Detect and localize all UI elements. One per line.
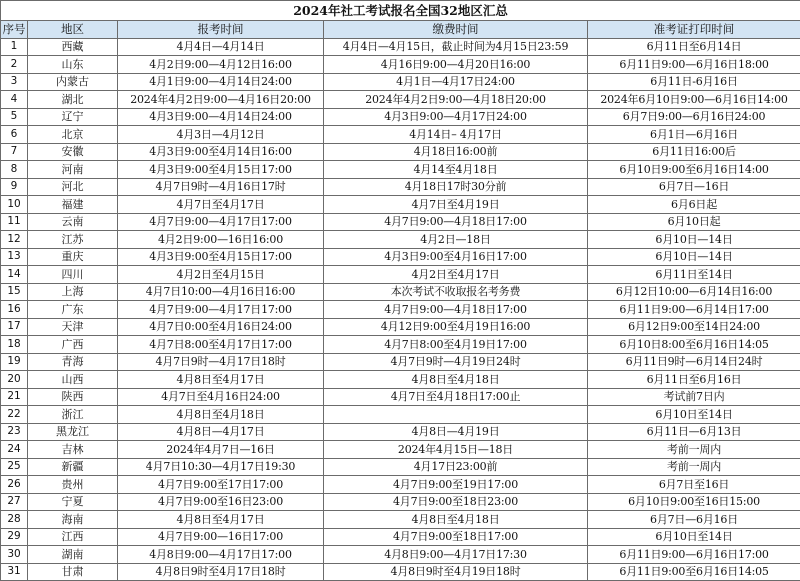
cell-region: 四川 bbox=[28, 266, 118, 284]
cell-region: 内蒙古 bbox=[28, 73, 118, 91]
cell-admission-print-time: 6月10日起 bbox=[588, 213, 800, 231]
table-row bbox=[1, 161, 800, 179]
cell-index: 3 bbox=[1, 73, 28, 91]
table-row bbox=[1, 73, 800, 91]
cell-admission-print-time: 6月10日—14日 bbox=[588, 248, 800, 266]
cell-admission-print-time: 6月7日—6月16日 bbox=[588, 511, 800, 529]
cell-admission-print-time: 6月11日—6月13日 bbox=[588, 423, 800, 441]
cell-payment-time: 4月7日9:00至19日17:00 bbox=[324, 476, 588, 494]
cell-index: 4 bbox=[1, 91, 28, 109]
table-row bbox=[1, 528, 800, 546]
cell-payment-time: 4月14日– 4月17日 bbox=[324, 126, 588, 144]
cell-admission-print-time: 6月11日9:00至6月16日14:05 bbox=[588, 563, 800, 581]
cell-register-time: 4月7日9:00—4月17日17:00 bbox=[118, 213, 324, 231]
table-row bbox=[1, 266, 800, 284]
cell-admission-print-time: 6月11日至6月14日 bbox=[588, 38, 800, 56]
cell-payment-time: 4月7日9:00—4月18日17:00 bbox=[324, 213, 588, 231]
cell-index: 28 bbox=[1, 511, 28, 529]
cell-payment-time: 4月7日9:00至18日17:00 bbox=[324, 528, 588, 546]
cell-register-time: 4月4日—4月14日 bbox=[118, 38, 324, 56]
cell-payment-time: 4月16日9:00—4月20日16:00 bbox=[324, 56, 588, 74]
cell-payment-time: 4月8日至4月18日 bbox=[324, 371, 588, 389]
cell-payment-time: 4月7日9时—4月19日24时 bbox=[324, 353, 588, 371]
cell-payment-time: 4月18日17时30分前 bbox=[324, 178, 588, 196]
cell-admission-print-time: 6月10日至14日 bbox=[588, 406, 800, 424]
cell-register-time: 4月8日至4月18日 bbox=[118, 406, 324, 424]
cell-index: 7 bbox=[1, 143, 28, 161]
cell-index: 25 bbox=[1, 458, 28, 476]
cell-region: 湖北 bbox=[28, 91, 118, 109]
cell-register-time: 4月7日9:00—16日17:00 bbox=[118, 528, 324, 546]
cell-index: 31 bbox=[1, 563, 28, 581]
cell-admission-print-time: 考前一周内 bbox=[588, 441, 800, 459]
table-row bbox=[1, 213, 800, 231]
table-row bbox=[1, 91, 800, 109]
table-row bbox=[1, 423, 800, 441]
cell-index: 19 bbox=[1, 353, 28, 371]
cell-region: 重庆 bbox=[28, 248, 118, 266]
cell-admission-print-time: 6月10日9:00至6月16日14:00 bbox=[588, 161, 800, 179]
cell-index: 10 bbox=[1, 196, 28, 214]
cell-admission-print-time: 6月10日—14日 bbox=[588, 231, 800, 249]
cell-register-time: 4月3日9:00至4月14日16:00 bbox=[118, 143, 324, 161]
cell-index: 17 bbox=[1, 318, 28, 336]
header-admission-print-time: 准考证打印时间 bbox=[588, 21, 800, 39]
table-row bbox=[1, 371, 800, 389]
cell-admission-print-time: 6月11日9:00—6月16日17:00 bbox=[588, 546, 800, 564]
cell-payment-time: 4月8日—4月19日 bbox=[324, 423, 588, 441]
table-row bbox=[1, 178, 800, 196]
cell-register-time: 2024年4月7日—16日 bbox=[118, 441, 324, 459]
table-row bbox=[1, 476, 800, 494]
header-row bbox=[1, 21, 800, 39]
cell-admission-print-time: 6月11日9:00—6月16日18:00 bbox=[588, 56, 800, 74]
cell-region: 西藏 bbox=[28, 38, 118, 56]
cell-region: 安徽 bbox=[28, 143, 118, 161]
cell-register-time: 4月7日10:30—4月17日19:30 bbox=[118, 458, 324, 476]
cell-admission-print-time: 考试前7日内 bbox=[588, 388, 800, 406]
cell-register-time: 4月8日9:00—4月17日17:00 bbox=[118, 546, 324, 564]
table-row bbox=[1, 196, 800, 214]
cell-index: 9 bbox=[1, 178, 28, 196]
cell-register-time: 4月7日9时—4月16日17时 bbox=[118, 178, 324, 196]
table-row bbox=[1, 38, 800, 56]
cell-admission-print-time: 6月11日至6月16日 bbox=[588, 371, 800, 389]
cell-payment-time: 4月3日9:00—4月17日24:00 bbox=[324, 108, 588, 126]
cell-index: 29 bbox=[1, 528, 28, 546]
cell-register-time: 4月3日9:00—4月14日24:00 bbox=[118, 108, 324, 126]
cell-payment-time: 4月8日9时至4月19日18时 bbox=[324, 563, 588, 581]
header-index: 序号 bbox=[1, 21, 28, 39]
table-row bbox=[1, 563, 800, 581]
cell-register-time: 4月2日9:00—4月12日16:00 bbox=[118, 56, 324, 74]
cell-index: 1 bbox=[1, 38, 28, 56]
table-row bbox=[1, 336, 800, 354]
cell-payment-time: 4月2日至4月17日 bbox=[324, 266, 588, 284]
cell-index: 27 bbox=[1, 493, 28, 511]
cell-index: 14 bbox=[1, 266, 28, 284]
cell-index: 21 bbox=[1, 388, 28, 406]
table-row bbox=[1, 143, 800, 161]
cell-index: 26 bbox=[1, 476, 28, 494]
cell-region: 天津 bbox=[28, 318, 118, 336]
header-payment-time: 缴费时间 bbox=[324, 21, 588, 39]
cell-index: 16 bbox=[1, 301, 28, 319]
cell-register-time: 4月7日至4月17日 bbox=[118, 196, 324, 214]
cell-index: 6 bbox=[1, 126, 28, 144]
table-row bbox=[1, 283, 800, 301]
table-row bbox=[1, 546, 800, 564]
cell-region: 河南 bbox=[28, 161, 118, 179]
cell-region: 广东 bbox=[28, 301, 118, 319]
cell-region: 新疆 bbox=[28, 458, 118, 476]
cell-register-time: 4月3日9:00至4月15日17:00 bbox=[118, 248, 324, 266]
cell-admission-print-time: 2024年6月10日9:00—6月16日14:00 bbox=[588, 91, 800, 109]
header-region: 地区 bbox=[28, 21, 118, 39]
cell-admission-print-time: 6月11日9:00—6月14日17:00 bbox=[588, 301, 800, 319]
cell-admission-print-time: 6月7日至16日 bbox=[588, 476, 800, 494]
table-row bbox=[1, 511, 800, 529]
cell-payment-time: 4月2日—18日 bbox=[324, 231, 588, 249]
cell-index: 11 bbox=[1, 213, 28, 231]
cell-payment-time: 4月4日—4月15日，截止时间为4月15日23:59 bbox=[324, 38, 588, 56]
cell-index: 15 bbox=[1, 283, 28, 301]
cell-register-time: 4月7日9:00至17日17:00 bbox=[118, 476, 324, 494]
cell-admission-print-time: 6月12日9:00至14日24:00 bbox=[588, 318, 800, 336]
cell-admission-print-time: 6月11日至14日 bbox=[588, 266, 800, 284]
cell-index: 8 bbox=[1, 161, 28, 179]
cell-payment-time: 4月14至4月18日 bbox=[324, 161, 588, 179]
cell-register-time: 4月7日9:00—4月17日17:00 bbox=[118, 301, 324, 319]
cell-register-time: 4月3日—4月12日 bbox=[118, 126, 324, 144]
table-row bbox=[1, 493, 800, 511]
cell-register-time: 4月7日0:00至4月16日24:00 bbox=[118, 318, 324, 336]
cell-region: 山西 bbox=[28, 371, 118, 389]
cell-region: 江苏 bbox=[28, 231, 118, 249]
cell-register-time: 4月8日至4月17日 bbox=[118, 511, 324, 529]
cell-register-time: 4月7日至4月16日24:00 bbox=[118, 388, 324, 406]
cell-index: 30 bbox=[1, 546, 28, 564]
cell-region: 宁夏 bbox=[28, 493, 118, 511]
table-row bbox=[1, 231, 800, 249]
table-row bbox=[1, 126, 800, 144]
cell-register-time: 4月7日8:00至4月17日17:00 bbox=[118, 336, 324, 354]
cell-register-time: 4月8日9时至4月17日18时 bbox=[118, 563, 324, 581]
cell-register-time: 4月7日9:00至16日23:00 bbox=[118, 493, 324, 511]
cell-index: 13 bbox=[1, 248, 28, 266]
cell-register-time: 2024年4月2日9:00—4月16日20:00 bbox=[118, 91, 324, 109]
cell-region: 北京 bbox=[28, 126, 118, 144]
cell-register-time: 4月8日至4月17日 bbox=[118, 371, 324, 389]
cell-payment-time bbox=[324, 406, 588, 424]
cell-register-time: 4月1日9:00—4月14日24:00 bbox=[118, 73, 324, 91]
table-row bbox=[1, 441, 800, 459]
cell-index: 2 bbox=[1, 56, 28, 74]
cell-region: 甘肃 bbox=[28, 563, 118, 581]
cell-register-time: 4月2日至4月15日 bbox=[118, 266, 324, 284]
table-row bbox=[1, 353, 800, 371]
cell-register-time: 4月3日9:00至4月15日17:00 bbox=[118, 161, 324, 179]
cell-payment-time: 4月7日8:00至4月19日17:00 bbox=[324, 336, 588, 354]
cell-admission-print-time: 6月10日8:00至6月16日14:05 bbox=[588, 336, 800, 354]
cell-payment-time: 4月7日9:00—4月18日17:00 bbox=[324, 301, 588, 319]
cell-payment-time: 4月7日至4月19日 bbox=[324, 196, 588, 214]
cell-payment-time: 4月8日9:00—4月17日17:30 bbox=[324, 546, 588, 564]
cell-index: 18 bbox=[1, 336, 28, 354]
cell-region: 吉林 bbox=[28, 441, 118, 459]
cell-payment-time: 本次考试不收取报名考务费 bbox=[324, 283, 588, 301]
title-row bbox=[1, 1, 800, 21]
cell-index: 24 bbox=[1, 441, 28, 459]
cell-payment-time: 4月17日23:00前 bbox=[324, 458, 588, 476]
cell-index: 22 bbox=[1, 406, 28, 424]
cell-region: 浙江 bbox=[28, 406, 118, 424]
table-body bbox=[1, 38, 800, 581]
cell-region: 黑龙江 bbox=[28, 423, 118, 441]
cell-admission-print-time: 6月7日—16日 bbox=[588, 178, 800, 196]
cell-region: 福建 bbox=[28, 196, 118, 214]
cell-admission-print-time: 考前一周内 bbox=[588, 458, 800, 476]
cell-index: 12 bbox=[1, 231, 28, 249]
header-register-time: 报考时间 bbox=[118, 21, 324, 39]
cell-region: 河北 bbox=[28, 178, 118, 196]
cell-register-time: 4月7日10:00—4月16日16:00 bbox=[118, 283, 324, 301]
cell-region: 山东 bbox=[28, 56, 118, 74]
table-row bbox=[1, 406, 800, 424]
cell-region: 广西 bbox=[28, 336, 118, 354]
cell-payment-time: 4月7日9:00至18日23:00 bbox=[324, 493, 588, 511]
cell-region: 云南 bbox=[28, 213, 118, 231]
cell-index: 20 bbox=[1, 371, 28, 389]
cell-register-time: 4月7日9时—4月17日18时 bbox=[118, 353, 324, 371]
table-row bbox=[1, 301, 800, 319]
cell-payment-time: 4月18日16:00前 bbox=[324, 143, 588, 161]
cell-payment-time: 2024年4月15日—18日 bbox=[324, 441, 588, 459]
cell-register-time: 4月8日—4月17日 bbox=[118, 423, 324, 441]
cell-region: 湖南 bbox=[28, 546, 118, 564]
cell-region: 江西 bbox=[28, 528, 118, 546]
table-row bbox=[1, 56, 800, 74]
cell-region: 辽宁 bbox=[28, 108, 118, 126]
cell-admission-print-time: 6月6日起 bbox=[588, 196, 800, 214]
cell-admission-print-time: 6月11日9时—6月14日24时 bbox=[588, 353, 800, 371]
cell-payment-time: 2024年4月2日9:00—4月18日20:00 bbox=[324, 91, 588, 109]
cell-admission-print-time: 6月12日10:00—6月14日16:00 bbox=[588, 283, 800, 301]
cell-payment-time: 4月3日9:00至4月16日17:00 bbox=[324, 248, 588, 266]
table-row bbox=[1, 458, 800, 476]
cell-region: 青海 bbox=[28, 353, 118, 371]
cell-index: 23 bbox=[1, 423, 28, 441]
cell-admission-print-time: 6月1日—6月16日 bbox=[588, 126, 800, 144]
cell-region: 陕西 bbox=[28, 388, 118, 406]
table-row bbox=[1, 248, 800, 266]
cell-region: 贵州 bbox=[28, 476, 118, 494]
cell-payment-time: 4月8日至4月18日 bbox=[324, 511, 588, 529]
cell-index: 5 bbox=[1, 108, 28, 126]
table-row bbox=[1, 108, 800, 126]
cell-payment-time: 4月12日9:00至4月19日16:00 bbox=[324, 318, 588, 336]
cell-admission-print-time: 6月10日9:00至16日15:00 bbox=[588, 493, 800, 511]
table-row bbox=[1, 388, 800, 406]
table-title: 2024年社工考试报名全国32地区汇总 bbox=[1, 1, 800, 21]
cell-admission-print-time: 6月7日9:00—6月16日24:00 bbox=[588, 108, 800, 126]
cell-region: 海南 bbox=[28, 511, 118, 529]
cell-region: 上海 bbox=[28, 283, 118, 301]
cell-admission-print-time: 6月11日16:00后 bbox=[588, 143, 800, 161]
table-row bbox=[1, 318, 800, 336]
cell-admission-print-time: 6月11日-6月16日 bbox=[588, 73, 800, 91]
cell-payment-time: 4月7日至4月18日17:00止 bbox=[324, 388, 588, 406]
cell-admission-print-time: 6月10日至14日 bbox=[588, 528, 800, 546]
cell-register-time: 4月2日9:00—16日16:00 bbox=[118, 231, 324, 249]
cell-payment-time: 4月1日—4月17日24:00 bbox=[324, 73, 588, 91]
